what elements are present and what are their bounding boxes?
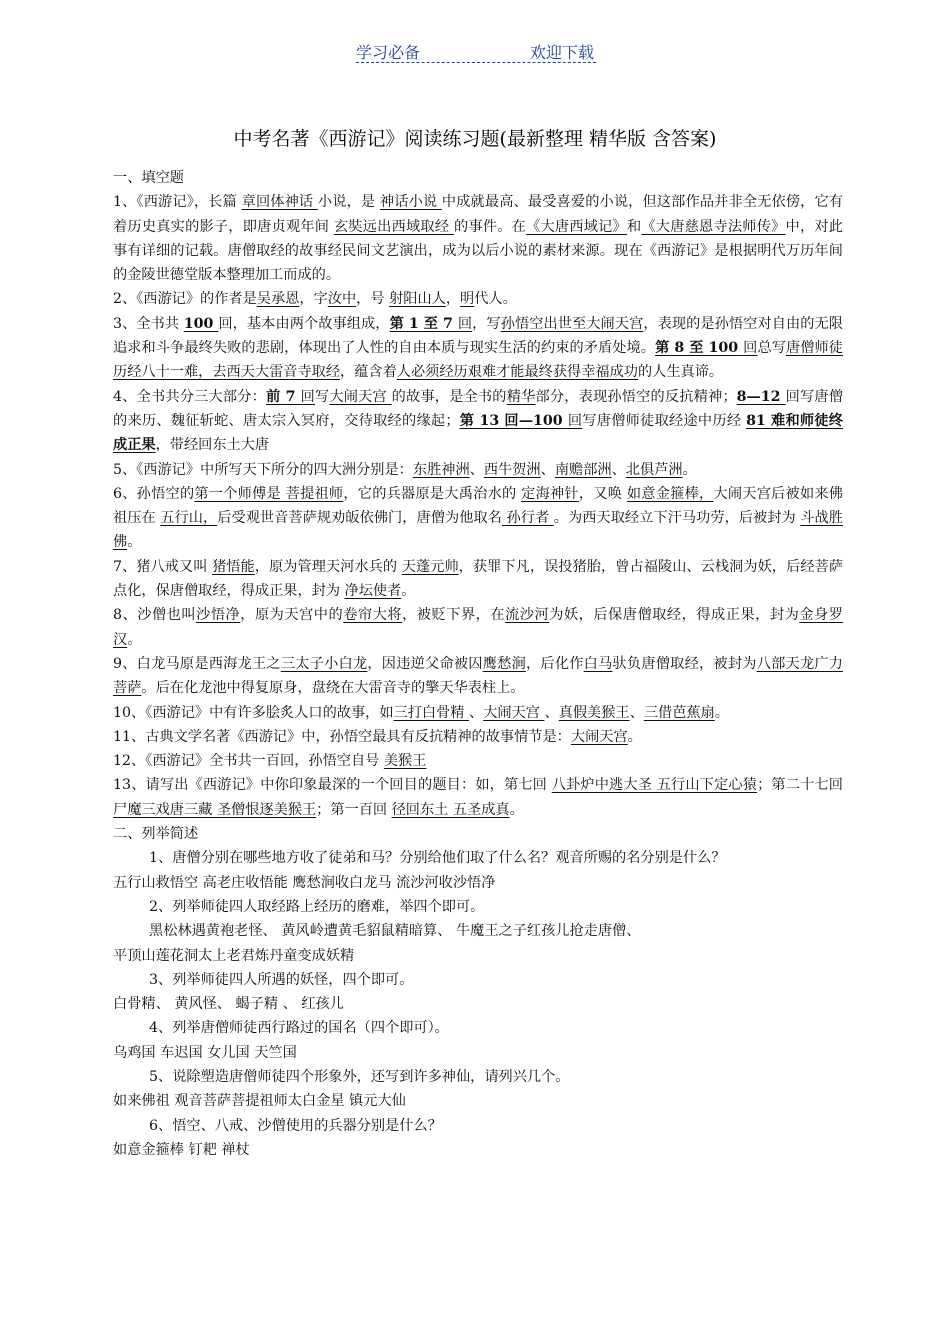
paragraph [113, 287, 843, 311]
text-run: 。后在化龙池中得复原身，盘绕在大雷音寺的擎天华表柱上。 [141, 680, 525, 697]
underlined-answer: 天蓬元帅 [401, 558, 459, 575]
underlined-answer: 定海神针 [521, 485, 579, 502]
text-run: 。 [401, 583, 416, 600]
paragraph [113, 1114, 843, 1138]
text-run: 大闹天宫后被如来佛祖压在 [113, 485, 843, 527]
text-run: 、 [540, 461, 555, 478]
underlined-answer: 射阳山人 [389, 291, 446, 308]
underlined-answer: 三打白骨精 [393, 704, 469, 721]
text-run: 6、悟空、八戒、沙僧使用的兵器分别是什么？ [149, 1117, 442, 1134]
underlined-answer: 第 1 至 7 [389, 315, 458, 332]
paragraph [113, 1089, 843, 1113]
paragraph [113, 773, 843, 822]
underlined-answer: 五行山， [160, 510, 218, 527]
text-run: 黑松林遇黄袍老怪、 黄风岭遭黄毛貂鼠精暗算、 牛魔王之子红孩儿抢走唐僧、 [149, 923, 641, 940]
paragraph [113, 749, 843, 773]
paragraph [113, 458, 843, 482]
text-run: 。 [127, 631, 142, 648]
paragraph [113, 166, 843, 190]
underlined-answer: 吴承恩 [256, 291, 300, 308]
text-run: 5、说除塑造唐僧师徒四个形象外，还写到许多神仙，请列兴几个。 [149, 1068, 570, 1085]
underlined-answer: 孙行者 [501, 510, 554, 527]
underlined-answer: 尸魔三戏唐三藏 圣僧恨逐美猴王 [113, 801, 317, 818]
text-run: ， [445, 291, 461, 308]
text-run: 一、填空题 [113, 170, 184, 186]
text-run: 的事件。在 [453, 218, 527, 235]
text-run: 3、全书共 [113, 315, 184, 332]
underlined-answer: 真假美猴王 [558, 704, 630, 721]
text-run: 4、列举唐僧师徒西行路过的国名（四个即可）。 [149, 1020, 449, 1037]
text-run: 2、《西游记》的作者是 [113, 291, 257, 308]
text-run: 2、列举师徒四人取经路上经历的磨难，举四个即可。 [149, 898, 485, 915]
paragraph [113, 919, 843, 943]
text-run: 写唐僧师徒取经途中历经 [582, 412, 747, 429]
text-run: 、 [629, 704, 644, 721]
underlined-answer: 精华 [506, 388, 536, 405]
underlined-answer: 南赡部洲 [554, 461, 612, 478]
underlined-answer: 沙悟净 [196, 607, 241, 624]
text-run: 8、沙僧也叫 [113, 607, 197, 624]
underlined-answer: 《大唐慈恩寺法师传》 [641, 218, 786, 235]
paragraph [113, 312, 843, 385]
text-run: 小说，是 [317, 194, 380, 211]
underlined-answer: 斗战胜佛 [113, 510, 843, 551]
underlined-answer: 金身罗汉 [113, 607, 843, 648]
paragraph [113, 944, 843, 968]
text-run: 为妖，后保唐僧取经，得成正果，封为 [549, 607, 800, 624]
text-run: 乌鸡国 车迟国 女儿国 天竺国 [113, 1044, 297, 1061]
text-run: ，获罪下凡，误投猪胎，曾占福陵山、云栈洞为妖，后经菩萨点化，保唐僧取经，得成正果，封为 [113, 558, 843, 600]
text-run: 5、《西游记》中所写天下所分的四大洲分别是： [113, 461, 413, 478]
underlined-answer: 流沙河 [505, 607, 550, 624]
text-run: 4、全书共分三大部分： [113, 388, 267, 405]
text-run: ，原为管理天河水兵的 [254, 558, 402, 575]
text-run: 13、请写出《西游记》中你印象最深的一个回目的题目：如，第七回 [113, 777, 552, 794]
text-run: ，字 [299, 291, 328, 308]
underlined-answer: 回 [567, 412, 583, 429]
underlined-answer: 大闹天宫 [570, 728, 628, 745]
paragraph [113, 725, 843, 749]
paragraph [113, 895, 843, 919]
underlined-answer: 章回体神话 [241, 194, 318, 211]
text-run: 1、唐僧分别在哪些地方收了徒弟和马？分别给他们取了什么名？观音所赐的名分别是什么？ [149, 850, 726, 867]
underlined-answer: 第一个师傅是 菩提祖师 [194, 485, 344, 502]
paragraph [113, 1041, 843, 1065]
underlined-answer: 回 [300, 388, 315, 405]
document-body [113, 166, 843, 1162]
header-right-text: 欢迎下载 [529, 43, 594, 62]
text-run: 写 [314, 388, 330, 405]
paragraph [113, 822, 843, 846]
text-run: 7、猪八戒又叫 [113, 558, 213, 575]
underlined-answer: 神话小说 [379, 194, 442, 211]
text-run: ，蕴含着 [340, 364, 397, 381]
text-run: ，它的兵器原是大禹治水的 [343, 485, 522, 502]
underlined-answer: 如意金箍棒， [626, 485, 714, 502]
text-run: 驮负唐僧取经，被封为 [612, 655, 757, 672]
paragraph [113, 1065, 843, 1089]
text-run: 后受观世音菩萨规劝皈依佛门，唐僧为他取名 [217, 510, 502, 527]
text-run: 12、《西游记》全书共一百回，孙悟空自号 [113, 753, 384, 770]
text-run: 。 [627, 728, 642, 745]
underlined-answer: 前 7 [266, 388, 301, 405]
text-run: ，号 [356, 291, 390, 308]
text-run: ，表现的是孙悟空对自由的无限追求和斗争最终失败的悲剧，体现出了人性的自由本质与现实生活的约束的矛盾处境。 [113, 315, 843, 357]
text-run: 代人。 [474, 291, 517, 308]
text-run: 。 [682, 461, 697, 478]
text-run: 。为西天取经立下汗马功劳，后被封为 [553, 510, 801, 527]
underlined-answer: 100 [183, 315, 219, 332]
text-run: 回，基本由两个故事组成， [218, 315, 390, 332]
underlined-answer: 《大唐西域记》 [526, 218, 627, 235]
text-run: 6、孙悟空的 [113, 485, 195, 502]
underlined-answer: 明 [460, 291, 475, 308]
text-run: ；第一百回 [316, 801, 392, 818]
underlined-answer: 大闹天宫 [329, 388, 392, 405]
paragraph [113, 190, 843, 287]
underlined-answer: 东胜神洲 [412, 461, 470, 478]
text-run: 的故事，是全书的 [391, 388, 507, 405]
text-run: 中，对此事有详细的记载。唐僧取经的故事经民间文艺演出，成为以后小说的素材来源。现在《西游记》是根据明代万历年间的金陵世德堂版本整理加工而成的。 [113, 218, 843, 284]
paragraph [113, 482, 843, 555]
text-run: 。 [714, 704, 729, 721]
text-run: ，写 [472, 315, 501, 332]
paragraph [113, 385, 843, 458]
underlined-answer: 美猴王 [383, 753, 427, 770]
underlined-answer: 三太子小白龙 [280, 655, 368, 672]
text-run: 五行山救悟空 高老庄收悟能 鹰愁涧收白龙马 流沙河收沙悟净 [113, 874, 496, 891]
text-run: 平顶山莲花洞太上老君炼丹童变成妖精 [113, 947, 355, 964]
text-run: 二、列举简述 [113, 826, 199, 843]
paragraph [113, 1016, 843, 1040]
text-run: 。 [509, 801, 524, 818]
underlined-answer: 81 难和师徒终成正果 [113, 412, 843, 454]
underlined-answer: 8—12 [736, 388, 786, 405]
text-run: 如意金箍棒 钉耙 禅杖 [113, 1141, 250, 1158]
underlined-answer: 人必须经历艰难才能最终获得幸福成功 [396, 364, 638, 381]
text-run: ，带经回东土大唐 [155, 437, 270, 454]
underlined-answer: 西牛贺洲 [483, 461, 541, 478]
paragraph [113, 603, 843, 652]
text-run: ，又唤 [578, 485, 627, 502]
underlined-answer: 第 8 至 100 [655, 340, 744, 357]
text-run: 。 [127, 534, 142, 551]
underlined-answer: 北俱芦洲 [625, 461, 683, 478]
text-run: 的人生真谛。 [637, 364, 724, 381]
text-run: ，被贬下界，在 [402, 607, 506, 624]
underlined-answer: 大闹天宫 [483, 704, 545, 721]
document-title: 中考名著《西游记》阅读练习题(最新整理 精华版 含答案) [233, 128, 717, 150]
text-run: ；第二十七回 [757, 777, 843, 794]
text-run: 中成就最高、最受喜爱的小说，但这部作品并非全无依傍，它有着历史真实的影子，即唐贞观年间 [113, 194, 844, 235]
text-run: 和 [626, 218, 642, 235]
paragraph [113, 652, 843, 701]
paragraph [113, 968, 843, 992]
text-run: 1、《西游记》，长篇 [113, 194, 242, 211]
text-run: 3、列举师徒四人所遇的妖怪，四个即可。 [149, 971, 414, 988]
underlined-answer: 径回东土 五圣成真 [391, 801, 510, 818]
underlined-answer: 八卦炉中逃大圣 五行山下定心猿 [551, 777, 758, 794]
header-left-text: 学习必备 [356, 43, 421, 62]
underlined-answer: 孙悟空出世至大闹天宫 [500, 315, 644, 332]
page-header [356, 38, 596, 63]
text-run: 回写唐僧的来历、魏征斩蛇、唐太宗入冥府，交待取经的缘起； [113, 388, 843, 429]
text-run: 11、古典文学名著《西游记》中，孙悟空最具有反抗精神的故事情节是： [113, 728, 571, 745]
underlined-answer: 卷帘大将 [343, 607, 403, 624]
underlined-answer: 白马 [583, 655, 613, 672]
text-run: 白骨精、 黄风怪、 蝎子精 、 红孩儿 [113, 996, 344, 1013]
underlined-answer: 玄奘远出西域取经 [333, 218, 454, 235]
underlined-answer: 净坛使者 [344, 583, 402, 600]
paragraph [113, 1138, 843, 1162]
underlined-answer: 唐僧师徒历经八十一难，去西天大雷音寺取经 [113, 340, 843, 381]
underlined-answer: 第 13 回—100 [459, 412, 568, 429]
paragraph [113, 871, 843, 895]
underlined-answer: 回 [743, 340, 758, 357]
text-run: 总写 [757, 340, 786, 357]
underlined-answer: 鹰愁涧 [482, 655, 526, 672]
text-run: 、 [611, 461, 626, 478]
text-run: 、 [544, 704, 559, 721]
text-run: 部分，表现孙悟空的反抗精神； [535, 388, 737, 405]
text-run: 、 [468, 704, 484, 721]
text-run: 、 [469, 461, 484, 478]
paragraph [113, 701, 843, 725]
underlined-answer: 八部天龙广力菩萨 [113, 655, 843, 697]
text-run: ，原为天宫中的 [240, 607, 344, 624]
underlined-answer: 猪悟能 [212, 558, 255, 575]
underlined-answer: 汝中 [327, 291, 357, 308]
paragraph [113, 992, 843, 1016]
text-run: 如来佛祖 观音菩萨菩提祖师太白金星 镇元大仙 [113, 1093, 406, 1110]
text-run: 10、《西游记》中有许多脍炙人口的故事，如 [113, 704, 394, 721]
text-run: ，后化作 [525, 655, 584, 672]
paragraph [113, 555, 843, 604]
text-run: ，因违逆父命被囚 [367, 655, 483, 672]
underlined-answer: 三借芭蕉扇 [643, 704, 715, 721]
text-run: 9、白龙马原是西海龙王之 [113, 655, 281, 672]
paragraph [113, 846, 843, 870]
underlined-answer: 回 [457, 315, 473, 332]
